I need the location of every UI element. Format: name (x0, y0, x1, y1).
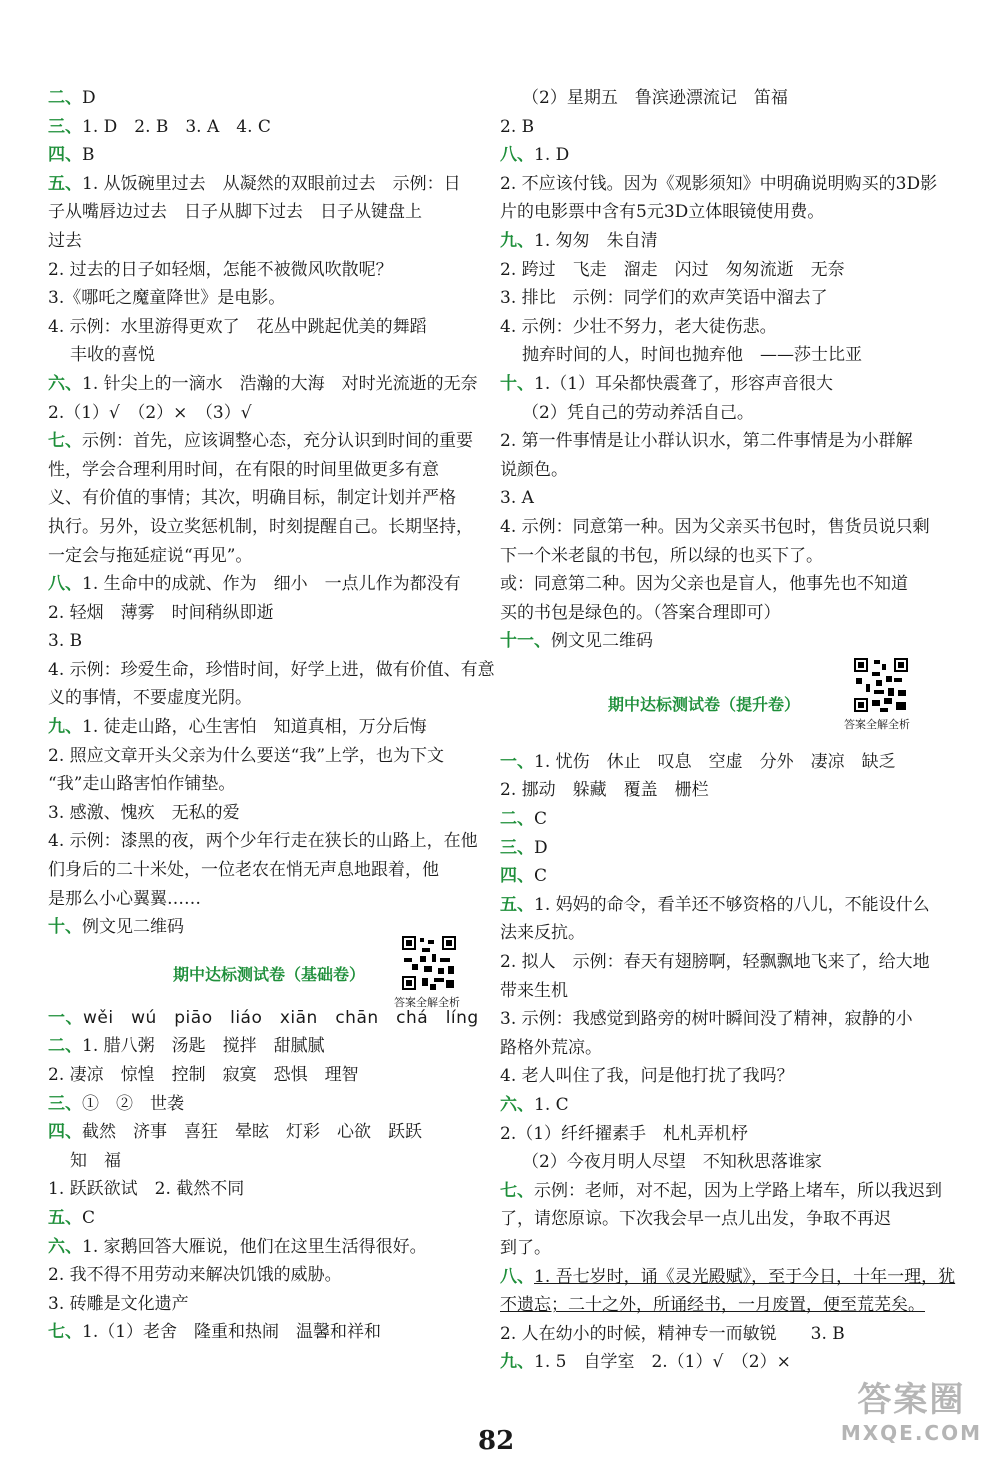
watermark-title: 答案圈 (857, 1380, 966, 1420)
item-text: 4. 老人叫住了我，问是他打扰了我吗？ (500, 1066, 794, 1087)
item-text: （2）凭自己的劳动养活自己。 (522, 402, 754, 423)
answer-line (48, 456, 478, 485)
answer-line (48, 1118, 478, 1147)
answer-line (500, 370, 925, 399)
answer-line (48, 599, 478, 628)
answer-line (500, 256, 925, 285)
answer-line (48, 427, 478, 456)
item-text: 3. 砖雕是文化遗产 (48, 1293, 189, 1314)
item-text: 执行。另外，设立奖惩机制，时刻提醒自己。长期坚持， (48, 516, 473, 537)
answer-line (48, 341, 478, 370)
item-text: 2. 人在幼小的时候，精神专一而敏锐 3. B (500, 1323, 845, 1344)
answer-line (48, 1204, 478, 1233)
item-text: “我”走山路害怕作铺垫。 (48, 774, 236, 795)
item-text: 路格外荒凉。 (500, 1037, 602, 1058)
item-label: 七、 (48, 431, 82, 452)
item-label: 五、 (48, 173, 82, 194)
answer-line (48, 656, 495, 685)
answer-line (48, 141, 478, 170)
item-text: 2. 照应文章开头父亲为什么要送“我”上学，也为下文 (48, 745, 445, 766)
answer-line (500, 1291, 925, 1320)
answer-line (500, 484, 925, 513)
item-label: 八、 (500, 145, 534, 166)
item-text: 1. 徒走山路，心生害怕 知道真相，万分后悔 (82, 717, 427, 738)
item-text: C (82, 1207, 96, 1228)
item-text: D (534, 837, 548, 858)
item-text: 4. 示例：漆黑的夜，两个少年行走在狭长的山路上，在他 (48, 831, 478, 852)
item-text: 1. 吾七岁时，诵《灵光殿赋》，至于今日，十年一理，犹 (534, 1266, 956, 1287)
answer-line (48, 542, 478, 571)
left-answers-part-1 (48, 84, 495, 942)
item-text: 1.（1）耳朵都快震聋了，形容声音很大 (534, 373, 834, 394)
item-text: 3. 示例：我感觉到路旁的树叶瞬间没了精神，寂静的小 (500, 1009, 913, 1030)
answer-line (48, 170, 478, 199)
answer-line (500, 1263, 956, 1292)
answer-line (500, 1005, 925, 1034)
qr-code-icon (852, 656, 910, 714)
item-text: 知 福 (70, 1150, 121, 1171)
qr-caption: 答案全解全析 (394, 995, 460, 1009)
left-answers-part-2 (48, 1032, 478, 1347)
answer-line (48, 885, 478, 914)
item-text: 4. 示例：水里游得更欢了 花丛中跳起优美的舞蹈 (48, 316, 427, 337)
answer-line (500, 1320, 925, 1349)
right-answers-part-2 (500, 748, 956, 1377)
item-text: 或：同意第二种。因为父亲也是盲人，他事先也不知道 (500, 574, 908, 595)
answer-line (48, 827, 478, 856)
item-text: 4. 示例：珍爱生命，珍惜时间，好学上进，做有价值、有意 (48, 659, 495, 680)
item-text: 2. 过去的日子如轻烟，怎能不被微风吹散呢？ (48, 259, 393, 280)
item-label: 四、 (48, 145, 82, 166)
item-text: wěi wú piāo liáo xiān chān chá líng (83, 1007, 479, 1028)
watermark-logo (841, 1372, 982, 1445)
answer-line (48, 684, 478, 713)
item-label: 八、 (500, 1266, 534, 1287)
answer-line (500, 84, 925, 113)
answer-line (500, 542, 925, 571)
answer-line (500, 776, 925, 805)
item-text: 1. 家鹅回答大雁说，他们在这里生活得很好。 (82, 1236, 427, 1257)
left-column (48, 84, 495, 1347)
item-text: B (82, 145, 95, 166)
answer-line (500, 284, 925, 313)
answer-line (500, 341, 925, 370)
item-text: 义的事情，不要虚度光阴。 (48, 688, 252, 709)
item-label: 八、 (48, 574, 82, 595)
item-text: C (534, 809, 548, 830)
item-text: 1. D 2. B 3. A 4. C (82, 116, 271, 137)
section-header-advanced (500, 656, 925, 748)
item-text: 2. 凄凉 惊惶 控制 寂寞 恐惧 理智 (48, 1065, 359, 1085)
item-label: 二、 (48, 1036, 82, 1057)
answer-line (48, 284, 478, 313)
item-label: 二、 (500, 809, 534, 830)
answer-line (48, 1061, 478, 1090)
item-text: 一定会与拖延症说“再见”。 (48, 545, 253, 566)
answer-line (500, 599, 925, 628)
answer-line (48, 1233, 478, 1262)
item-text: 3. A (500, 488, 534, 509)
item-text: 示例：老师，对不起，因为上学路上堵车，所以我迟到 (534, 1180, 942, 1201)
item-text: 2.（1）纤纤擢素手 札札弄机杼 (500, 1123, 749, 1144)
item-text: 4. 示例：少壮不努力，老大徒伤悲。 (500, 316, 777, 337)
answer-line (500, 513, 930, 542)
item-text: 1. D (534, 145, 570, 166)
answer-line (500, 141, 925, 170)
item-text: 2. B (500, 116, 535, 137)
item-text: 1. C (534, 1095, 569, 1115)
answer-line (500, 227, 925, 256)
item-text: 4. 示例：同意第一种。因为父亲买书包时，售货员说只剩 (500, 516, 930, 537)
item-label: 一、 (48, 1007, 83, 1028)
answer-line (500, 834, 925, 863)
item-text: 1. 妈妈的命令，看羊还不够资格的八儿，不能设什么 (534, 894, 930, 915)
item-text: 抛弃时间的人，时间也抛弃他 ——莎士比亚 (522, 345, 862, 366)
answer-line (500, 862, 925, 891)
answer-line (48, 627, 478, 656)
item-label: 五、 (48, 1207, 82, 1228)
answer-line (48, 370, 478, 399)
item-text: 性，学会合理利用时间，在有限的时间里做更多有意 (48, 459, 439, 480)
item-text: 说颜色。 (500, 459, 568, 480)
item-label: 七、 (500, 1180, 534, 1201)
answer-line (500, 198, 925, 227)
item-text: 过去 (48, 230, 82, 251)
item-text: 2. 挪动 躲藏 覆盖 栅栏 (500, 780, 709, 801)
item-text: 带来生机 (500, 980, 568, 1001)
item-label: 六、 (500, 1095, 534, 1115)
item-text: 1. 生命中的成就、作为 细小 一点儿作为都没有 (82, 574, 461, 595)
answer-line (48, 313, 478, 342)
answer-line (48, 713, 478, 742)
answer-line (48, 484, 478, 513)
item-text: 2. 轻烟 薄雾 时间稍纵即逝 (48, 602, 274, 623)
item-label: 三、 (500, 837, 534, 858)
qr-caption: 答案全解全析 (844, 717, 910, 731)
answer-line (500, 1177, 942, 1206)
item-text: （2）星期五 鲁滨逊漂流记 笛福 (522, 88, 788, 108)
item-text: 1. 跃跃欲试 2. 截然不同 (48, 1179, 245, 1200)
right-column (500, 84, 956, 1377)
answer-line (48, 84, 478, 113)
section-title-advanced: 期中达标测试卷（提升卷） (608, 694, 801, 714)
item-text: 子从嘴唇边过去 日子从脚下过去 日子从键盘上 (48, 202, 422, 223)
item-text: 下一个米老鼠的书包，所以绿的也买下了。 (500, 545, 823, 566)
item-text: 2. 第一件事情是让小群认识水，第二件事情是为小群解 (500, 431, 913, 452)
answer-line (500, 627, 925, 656)
answer-line (48, 1290, 478, 1319)
item-text: 3. 感激、愧疚 无私的爱 (48, 802, 240, 823)
item-text: 3. 排比 示例：同学们的欢声笑语中溜去了 (500, 288, 828, 309)
answer-line (500, 948, 930, 977)
answer-line (500, 891, 930, 920)
answer-line (500, 570, 925, 599)
item-text: 2.（1）√ （2）× （3）√ (48, 402, 252, 423)
answer-line (48, 856, 478, 885)
item-label: 九、 (500, 1352, 534, 1373)
section-header-basic (48, 942, 478, 1009)
item-label: 三、 (48, 116, 82, 137)
answer-line (500, 1234, 925, 1263)
answer-line (48, 1318, 478, 1347)
item-text: 2. 拟人 示例：春天有翅膀啊，轻飘飘地飞来了，给大地 (500, 952, 930, 973)
answer-line (500, 456, 925, 485)
item-label: 一、 (500, 751, 534, 772)
item-text: 3.《哪吒之魔童降世》是电影。 (48, 288, 286, 309)
item-text: 例文见二维码 (82, 917, 184, 938)
item-label: 十、 (500, 373, 534, 394)
item-label: 三、 (48, 1093, 82, 1114)
item-text: 1. 腊八粥 汤匙 搅拌 甜腻腻 (82, 1036, 325, 1057)
answer-line (48, 1175, 478, 1204)
item-text: 片的电影票中含有5元3D立体眼镜使用费。 (500, 202, 825, 223)
answer-line (500, 313, 925, 342)
item-label: 十一、 (500, 631, 551, 652)
answer-line (48, 513, 478, 542)
item-label: 二、 (48, 88, 82, 108)
item-label: 六、 (48, 1236, 82, 1257)
answer-line (500, 977, 925, 1006)
item-text: 2. 跨过 飞走 溜走 闪过 匆匆流逝 无奈 (500, 259, 845, 280)
answer-line (48, 113, 478, 142)
answer-line (500, 1205, 925, 1234)
right-answers-part-1 (500, 84, 938, 656)
answer-line (48, 742, 478, 771)
item-text: 1. 5 自学室 2.（1）√ （2）× (534, 1352, 791, 1373)
item-label: 九、 (500, 230, 534, 251)
item-text: 是那么小心翼翼…… (48, 888, 201, 909)
item-text: D (82, 88, 96, 108)
answer-line (500, 1091, 925, 1120)
item-label: 四、 (48, 1122, 82, 1143)
item-text: 不遗忘；二十之外，所诵经书，一月废置，便至荒芜矣。 (500, 1295, 925, 1316)
answer-line (48, 1147, 478, 1176)
item-label: 五、 (500, 894, 534, 915)
item-text: 到了。 (500, 1237, 551, 1258)
answer-line (500, 427, 925, 456)
item-text: 1. 从饭碗里过去 从凝然的双眼前过去 示例：日 (82, 173, 461, 194)
answer-line (500, 805, 925, 834)
item-text: 义、有价值的事情；其次，明确目标，制定计划并严格 (48, 488, 456, 509)
answer-line (500, 1062, 925, 1091)
item-text: 法来反抗。 (500, 923, 585, 944)
answer-line (48, 799, 478, 828)
answer-line (500, 399, 925, 428)
section-title-basic: 期中达标测试卷（基础卷） (173, 964, 366, 984)
item-text: 2. 我不得不用劳动来解决饥饿的威胁。 (48, 1265, 342, 1286)
item-text: 了，请您原谅。下次我会早一点儿出发，争取不再迟 (500, 1209, 891, 1230)
item-text: ① ② 世袭 (82, 1093, 184, 1114)
item-text: 们身后的二十米处，一位老农在悄无声息地跟着，他 (48, 860, 439, 881)
answer-line (48, 198, 478, 227)
qr-code-icon (400, 934, 458, 992)
item-text: 例文见二维码 (551, 631, 653, 652)
item-text: 示例：首先，应该调整心态，充分认识到时间的重要 (82, 431, 473, 452)
answer-line (500, 919, 925, 948)
answer-line (48, 770, 478, 799)
item-text: 丰收的喜悦 (70, 345, 155, 366)
item-label: 七、 (48, 1322, 82, 1343)
item-label: 四、 (500, 866, 534, 887)
answer-line (48, 399, 478, 428)
item-text: 1. 匆匆 朱自清 (534, 230, 658, 251)
answer-line (48, 256, 478, 285)
answer-line (48, 1261, 478, 1290)
item-label: 九、 (48, 717, 82, 738)
answer-line (500, 1034, 925, 1063)
item-text: 买的书包是绿色的。（答案合理即可） (500, 602, 781, 623)
item-text: 1. 忧伤 休止 叹息 空虚 分外 凄凉 缺乏 (534, 751, 896, 772)
answer-line (48, 1090, 478, 1119)
item-label: 十、 (48, 917, 82, 938)
item-text: 1.（1）老舍 隆重和热闹 温馨和祥和 (82, 1322, 382, 1343)
item-text: 截然 济事 喜狂 晕眩 灯彩 心欲 跃跃 (82, 1122, 422, 1143)
item-label: 六、 (48, 373, 82, 394)
item-text: C (534, 866, 548, 887)
answer-line (500, 1148, 925, 1177)
page-number: 82 (478, 1426, 515, 1456)
item-text: 3. B (48, 631, 83, 652)
item-text: 1. 针尖上的一滴水 浩瀚的大海 对时光流逝的无奈 (82, 373, 478, 394)
item-text: （2）今夜月明人尽望 不知秋思落谁家 (522, 1152, 822, 1173)
item-text: 2. 不应该付钱。因为《观影须知》中明确说明购买的3D影 (500, 173, 938, 194)
watermark-url: MXQE.COM (840, 1421, 982, 1445)
answer-line (500, 113, 925, 142)
answer-line (48, 227, 478, 256)
answer-line (500, 1120, 925, 1149)
answer-line (48, 1032, 478, 1061)
answer-line (48, 570, 478, 599)
answer-line (500, 748, 925, 777)
answer-line (500, 170, 938, 199)
